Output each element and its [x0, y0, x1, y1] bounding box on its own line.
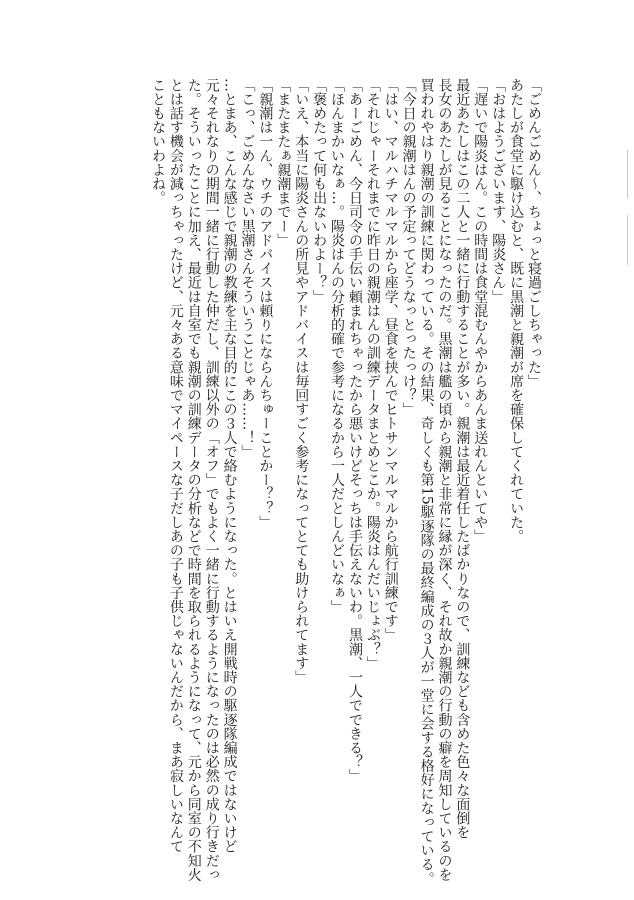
- text-line: あたしが食堂に駆け込むと、既に黒潮と親潮が席を確保してくれていた。: [508, 78, 525, 544]
- text-line: 「またまたぁ親潮までー」: [275, 78, 292, 248]
- text-line: 「ごめんごめん～、ちょっと寝過ごしちゃった」: [526, 78, 542, 389]
- text-line: 「いえ、本当に陽炎さんの所見やアドバイスは毎回すごく参考になってとても助けられてます」: [293, 78, 310, 685]
- page-edge-mark: [627, 150, 628, 198]
- text-line: 「親潮は一ん、ウチのアドバイスは頼りにならんちゅーことかー？？」: [257, 78, 274, 530]
- text-line: 買われやはり親潮の訓練に関わっている。その結果、奇しくも第15駆逐隊の最終編成の３人が一堂に会する格好になっている。: [418, 78, 435, 886]
- text-line: 「おはようございます、陽炎さん」: [490, 78, 507, 304]
- text-line: た。そういったことに加え、最近は自室でも親潮の訓練データの分析などで時間を取られるようになって、元から同室の不知火: [185, 78, 202, 882]
- text-line: 「ほんまかいなぁ…。陽炎はんの分析的確で参考になるから一人だとしんどいなぁ」: [329, 78, 346, 614]
- text-line: 元々それなりの期間一緒に行動した仲だし、訓練以外の「オフ」でもよく一緒に行動するようになったのは必然の成り行きだっ: [203, 78, 220, 882]
- text-line: とは話す機会が減っちゃったけど、元々ある意味でマイペースな子だしあの子も子供じゃないんだから、まあ寂しいなんて: [167, 78, 184, 854]
- text-line: 「はい、マルハチマルマルから座学、昼食を挟んでヒトサンマルマルから航行訓練です」: [382, 78, 399, 642]
- text-line: 「それじゃーそれまでに昨日の親潮はんの訓練データまとめとこか。陽炎はんだいじょぶ？」: [364, 78, 381, 671]
- text-line: こともないわよね。: [149, 78, 166, 205]
- text-line: 「あーごめん、今日司令の手伝い頼まれちゃったから悪いけどそっちは手伝えないわ。黒潮、一人でできる？」: [346, 78, 363, 783]
- text-line: …とまあ、こんな感じで親潮の教練を主な目的にこの３人で絡むようになった。とはいえ開戦時の駆逐隊編成ではないけど: [221, 78, 238, 854]
- text-line: 「遅いで陽炎はん。この時間は食堂混むんやからあんま送れんといてや」: [472, 78, 489, 544]
- page-edge-mark: [627, 215, 628, 265]
- text-line: 「今日の親潮はんの予定ってどうなっとったっけ？」: [400, 78, 417, 417]
- vertical-text-body: [148, 78, 542, 886]
- text-line: 「こっ、ごめんなさい黒潮さんそういうことじゃあ……！」: [239, 78, 256, 459]
- text-line: 最近あたしはこの二人と一緒に行動することが多い。親潮は最近着任したばかりなので、訓練なども含めた色々な面倒を: [454, 78, 471, 840]
- text-line: 「褒めたって何も出ないわよー？」: [311, 78, 328, 304]
- text-line: 長女のあたしが見ることになったのだ。黒潮は艦の頃から親潮と非常に縁が深く、それ故か親潮の行動の癖を周知しているのを: [436, 78, 453, 882]
